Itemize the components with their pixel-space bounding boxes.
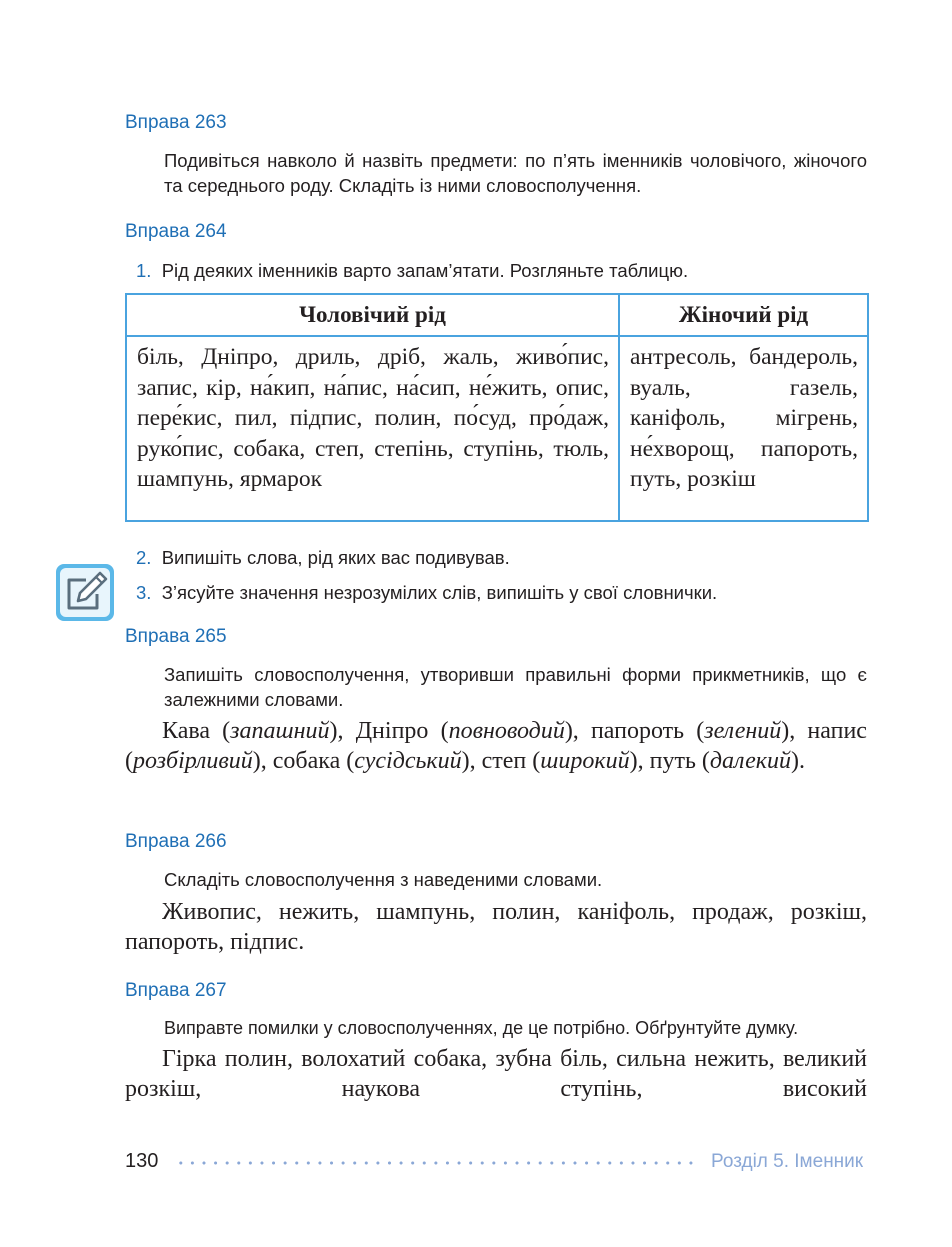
phrase-adjective: зелений — [704, 718, 782, 744]
exercise-266-title: Вправа 266 — [125, 831, 227, 852]
phrase-noun: степ — [481, 748, 527, 774]
item-text: З’ясуйте значення незрозумілих слів, випишіть у свої словнички. — [161, 582, 718, 603]
phrase-adjective: запашний — [230, 718, 330, 744]
section-title: Розділ 5. Іменник — [711, 1151, 864, 1172]
pencil-note-icon — [56, 564, 114, 621]
phrase-noun: путь — [649, 748, 696, 774]
exercise-267-title: Вправа 267 — [125, 980, 227, 1001]
feminine-words: антресоль, бандероль, вуаль, газель, каніфоль, мігрень, не́хворощ, папороть, путь, розкіш — [619, 336, 868, 521]
item-number: 2. — [136, 547, 152, 568]
exercise-264-item-3 — [136, 580, 867, 605]
item-text: Випишіть слова, рід яких вас подивував. — [161, 547, 510, 568]
exercise-266-words: Живопис, нежить, шампунь, полин, каніфоль, продаж, розкіш, папороть, підпис. — [125, 899, 867, 955]
exercise-263-title: Вправа 263 — [125, 112, 227, 133]
exercise-267-words: Гірка полин, волохатий собака, зубна біль, сильна нежить, великий розкіш, наукова ступінь, високий — [125, 1046, 867, 1102]
phrase-adjective: широкий — [540, 748, 630, 774]
phrase-adjective: розбірливий — [133, 748, 253, 774]
phrase-noun: Дніпро — [355, 718, 429, 744]
header-feminine: Жіночий рід — [619, 294, 868, 336]
exercise-265-title: Вправа 265 — [125, 626, 227, 647]
header-masculine: Чоловічий рід — [126, 294, 619, 336]
exercise-267-text: Виправте помилки у словосполученнях, де це потрібно. Обґрунтуйте думку. — [164, 1018, 799, 1038]
phrase-noun: напис — [807, 718, 867, 744]
phrase-adjective: далекий — [709, 748, 791, 774]
exercise-265-phrases: Кава (запашний), Дніпро (повноводий), папороть (зелений), напис (розбірливий), собака (сусідський), степ (широкий), путь (далекий). — [125, 718, 867, 774]
page-number: 130 — [125, 1150, 159, 1172]
item-number: 1. — [136, 260, 152, 281]
masculine-words: біль, Дніпро, дриль, дріб, жаль, живо́пис, запис, кір, на́кип, на́пис, на́сип, не́жить, опис, пере́кис, пил, підпис, полин, по́суд, про́даж, руко́пис, собака, степ, степінь, ступінь, тюль, шампунь, ярмарок — [126, 336, 619, 521]
item-number: 3. — [136, 582, 152, 603]
exercise-266-text: Складіть словосполучення з наведеними словами. — [164, 869, 603, 890]
exercise-265-text: Запишіть словосполучення, утворивши правильні форми прикметників, що є залежними словами. — [164, 664, 867, 710]
exercise-264-item-2 — [136, 545, 867, 570]
exercise-264-item-1 — [136, 258, 867, 283]
item-text: Рід деяких іменників варто запам’ятати. Розгляньте таблицю. — [161, 260, 689, 281]
footer-dotted-leader — [175, 1161, 695, 1165]
phrase-noun: Кава — [162, 718, 211, 744]
phrase-noun: собака — [272, 748, 341, 774]
gender-table — [125, 293, 869, 522]
phrase-adjective: сусідський — [354, 748, 462, 774]
exercise-263-text: Подивіться навколо й назвіть предмети: по п’ять іменників чоловічого, жіночого та середнього роду. Складіть із ними словосполучення. — [164, 150, 867, 196]
phrase-adjective: повноводий — [448, 718, 565, 744]
phrase-noun: папороть — [590, 718, 685, 744]
exercise-264-title: Вправа 264 — [125, 221, 227, 242]
